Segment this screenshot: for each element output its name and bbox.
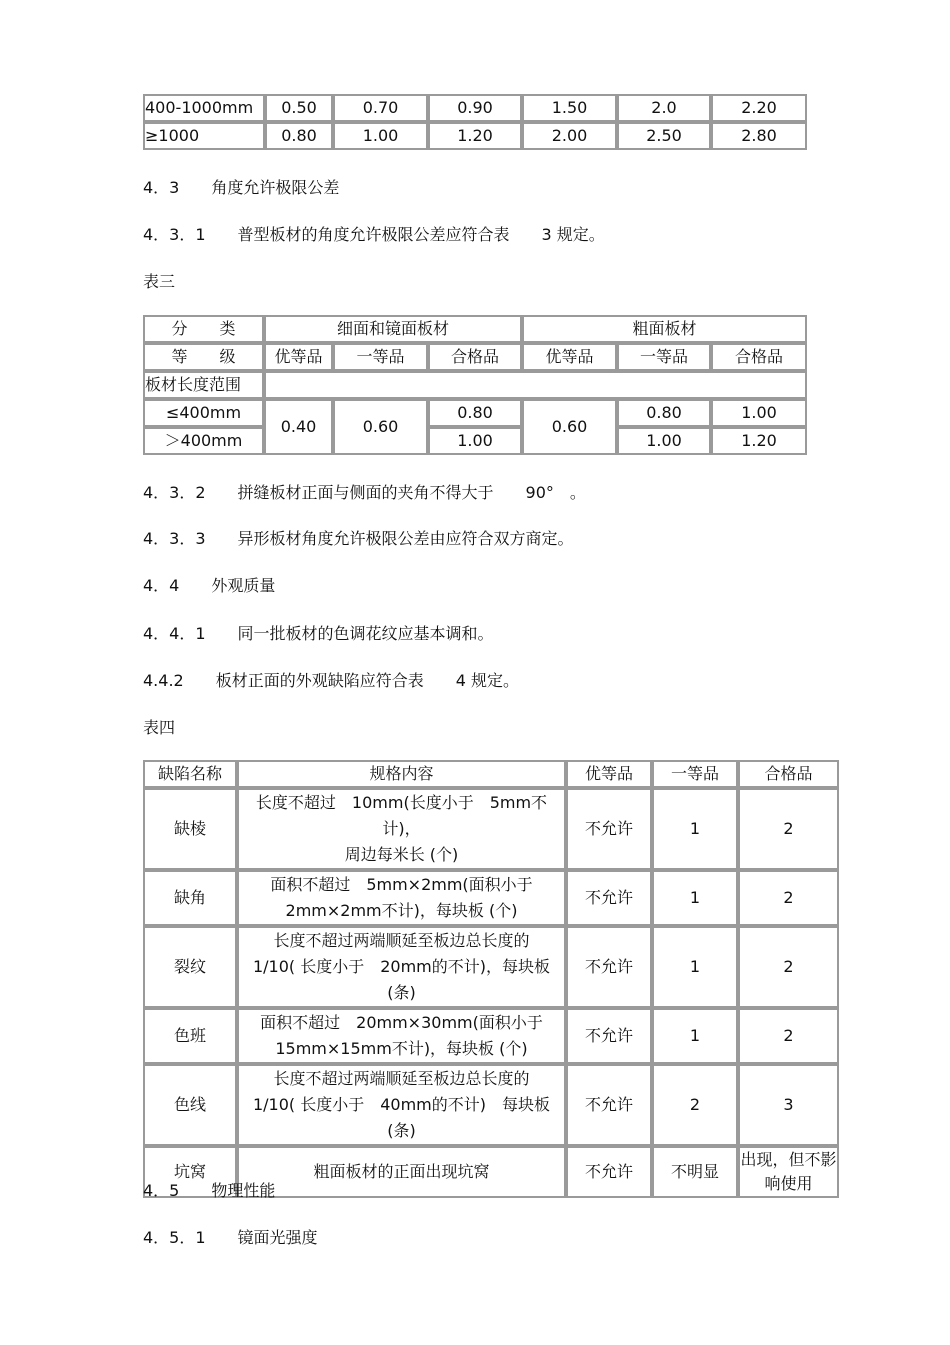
value-cell: 0.80 (428, 399, 522, 427)
spec-line: 1/10( 长度小于 40mm的不计) 每块板 (252, 1095, 551, 1114)
table-cell: ≥1000 (143, 122, 265, 150)
grade-cell: 优等品 (264, 343, 333, 371)
spec-line: 周边每米长 (个) (344, 845, 459, 864)
table-cell: 2.0 (617, 94, 711, 122)
defect-spec (237, 1146, 566, 1198)
spec-line: 长度不超过两端顺延至板边总长度的 (273, 1069, 530, 1088)
first-grade-value: 不明显 (652, 1146, 738, 1198)
value-cell: 1.00 (428, 427, 522, 455)
table3-caption: 表三 (143, 272, 176, 291)
paragraph-4-3-1: 4．3．1 普型板材的角度允许极限公差应符合表 3 规定。 (143, 225, 605, 244)
defect-spec (237, 1008, 566, 1064)
defect-spec (237, 788, 566, 870)
qualified-value: 2 (738, 926, 839, 1008)
spec-line: 面积不超过 20mm×30mm(面积小于 (260, 1013, 543, 1032)
first-grade-value: 1 (652, 926, 738, 1008)
table-cell: 2.80 (711, 122, 807, 150)
spec-line: 1/10( 长度小于 20mm的不计)，每块板 (252, 957, 551, 976)
range-label: ＞400mm (143, 427, 264, 455)
header-first-grade: 一等品 (652, 760, 738, 788)
defect-spec (237, 1064, 566, 1146)
value-cell: 0.80 (617, 399, 711, 427)
table-row (143, 1064, 839, 1146)
qualified-value: 2 (738, 1008, 839, 1064)
defect-name: 缺角 (143, 870, 237, 926)
table-row (143, 926, 839, 1008)
spec-line: (条) (387, 1121, 416, 1140)
table-row (143, 788, 839, 870)
value-cell: 0.60 (333, 399, 428, 455)
table-cell: 1.20 (428, 122, 522, 150)
value-cell: 1.00 (617, 427, 711, 455)
header-class: 分 类 (143, 315, 264, 343)
angle-tolerance-table (143, 315, 807, 455)
qualified-value: 出现，但不影响使用 (738, 1146, 839, 1198)
section-heading-4-5: 4．5 物理性能 (143, 1181, 276, 1200)
header-grade: 等 级 (143, 343, 264, 371)
table-row (143, 122, 807, 150)
top-grade-value: 不允许 (566, 1008, 652, 1064)
qualified-value: 3 (738, 1064, 839, 1146)
table-row (143, 94, 807, 122)
header-length-range: 板材长度范围 (143, 371, 264, 399)
value-cell: 0.60 (522, 399, 617, 455)
top-grade-value: 不允许 (566, 1064, 652, 1146)
header-qualified: 合格品 (738, 760, 839, 788)
table-cell: 0.50 (265, 94, 333, 122)
defect-spec (237, 926, 566, 1008)
value-cell: 1.00 (711, 399, 807, 427)
table-cell: 1.50 (522, 94, 617, 122)
defect-name: 色班 (143, 1008, 237, 1064)
value-cell: 0.40 (264, 399, 333, 455)
table-cell: 0.70 (333, 94, 428, 122)
section-heading-4-4: 4．4 外观质量 (143, 576, 276, 595)
table-row (143, 870, 839, 926)
paragraph-4-5-1: 4．5．1 镜面光强度 (143, 1228, 318, 1247)
header-fine-mirror: 细面和镜面板材 (264, 315, 522, 343)
spec-line: 面积不超过 5mm×2mm(面积小于 (270, 875, 533, 894)
spec-line: 长度不超过 10mm(长度小于 5mm不计)， (255, 793, 548, 838)
paragraph-4-3-3: 4．3．3 异形板材角度允许极限公差由应符合双方商定。 (143, 529, 574, 548)
table-row (143, 371, 807, 399)
empty-cell (264, 371, 807, 399)
grade-cell: 合格品 (711, 343, 807, 371)
top-grade-value: 不允许 (566, 926, 652, 1008)
table-cell: 1.00 (333, 122, 428, 150)
first-grade-value: 1 (652, 788, 738, 870)
spec-line: (条) (387, 983, 416, 1002)
table-row (143, 343, 807, 371)
table-row (143, 760, 839, 788)
paragraph-4-3-2: 4．3．2 拼缝板材正面与侧面的夹角不得大于 90° 。 (143, 483, 586, 502)
defect-name: 坑窝 (143, 1146, 237, 1198)
table-row (143, 1008, 839, 1064)
table-row (143, 315, 807, 343)
table-cell: 0.80 (265, 122, 333, 150)
paragraph-4-4-1: 4．4．1 同一批板材的色调花纹应基本调和。 (143, 624, 494, 643)
table-cell: 2.20 (711, 94, 807, 122)
section-heading-4-3: 4．3 角度允许极限公差 (143, 178, 340, 197)
header-top-grade: 优等品 (566, 760, 652, 788)
header-spec: 规格内容 (237, 760, 566, 788)
table-cell: 400-1000mm (143, 94, 265, 122)
table-row (143, 399, 807, 427)
table-cell: 2.50 (617, 122, 711, 150)
top-grade-value: 不允许 (566, 788, 652, 870)
range-label: ≤400mm (143, 399, 264, 427)
header-rough: 粗面板材 (522, 315, 807, 343)
appearance-defect-table (143, 760, 839, 1198)
top-grade-value: 不允许 (566, 1146, 652, 1198)
spec-line: 粗面板材的正面出现坑窝 (313, 1162, 490, 1181)
qualified-value: 2 (738, 788, 839, 870)
spec-line: 长度不超过两端顺延至板边总长度的 (273, 931, 530, 950)
paragraph-4-4-2: 4.4.2 板材正面的外观缺陷应符合表 4 规定。 (143, 671, 519, 690)
spec-line: 2mm×2mm不计)，每块板 (个) (285, 901, 518, 920)
top-grade-value: 不允许 (566, 870, 652, 926)
value-cell: 1.20 (711, 427, 807, 455)
first-grade-value: 1 (652, 870, 738, 926)
table-cell: 2.00 (522, 122, 617, 150)
qualified-value: 2 (738, 870, 839, 926)
defect-name: 缺棱 (143, 788, 237, 870)
grade-cell: 一等品 (333, 343, 428, 371)
first-grade-value: 2 (652, 1064, 738, 1146)
table-row (143, 427, 807, 455)
grade-cell: 优等品 (522, 343, 617, 371)
grade-cell: 一等品 (617, 343, 711, 371)
grade-cell: 合格品 (428, 343, 522, 371)
spec-line: 15mm×15mm不计)，每块板 (个) (275, 1039, 528, 1058)
defect-name: 色线 (143, 1064, 237, 1146)
defect-name: 裂纹 (143, 926, 237, 1008)
table-cell: 0.90 (428, 94, 522, 122)
defect-spec (237, 870, 566, 926)
table4-caption: 表四 (143, 718, 176, 737)
header-defect-name: 缺陷名称 (143, 760, 237, 788)
first-grade-value: 1 (652, 1008, 738, 1064)
tolerance-table-continued (143, 94, 807, 150)
